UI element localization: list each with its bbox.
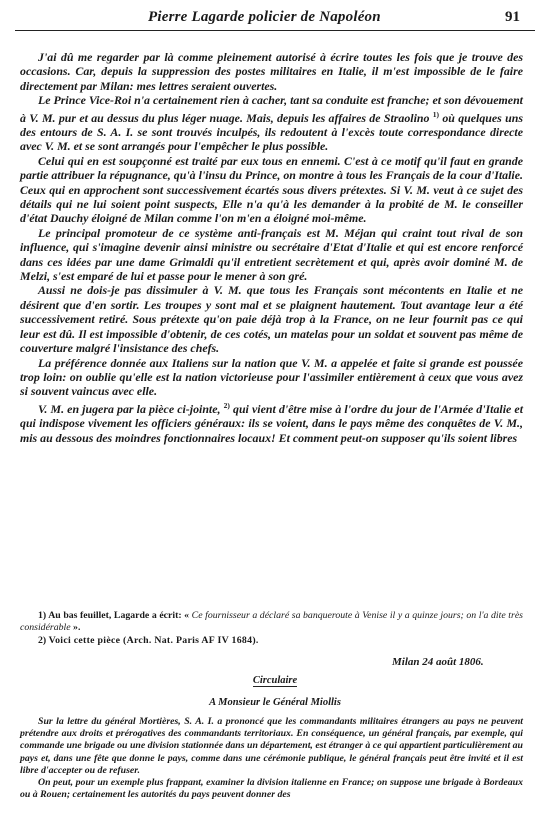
footnote-1-marker: 1) [38, 610, 47, 621]
circular-title [0, 675, 550, 686]
paragraph-5: Aussi ne dois-je pas dissimuler à V. M. que tous les Français sont mécontents en Italie et ne désirent que d'en sortir. Les troupes y sont mal et se plaignent hautement. Tout avantage leur a été successivement retiré. Sous prétexte qu'on paie déjà trop à la France, on ne leur fournit pas ce qui leur est dû. Il est impossible d'obtenir, de ces cotés, un matelas pour un soldat et souvent pas même de couverture malgré l'insistance des chefs. [20, 283, 523, 356]
note-ref-1: 1) [432, 109, 440, 119]
main-text [20, 50, 523, 445]
footnote-1 [20, 610, 523, 635]
paragraph-2-tail: où quelques uns des entours de S. A. I. se sont trouvés inculpés, ils redoutent à l'excès toute correspondance directe avec V. M. et se sont arrangés pour l'empêcher le plus possible. [20, 110, 523, 154]
paragraph-3: Celui qui en est soupçonné est traité par eux tous en ennemi. C'est à ce motif qu'il faut en grande partie attribuer la répugnance, qu'à l'insu du Prince, on montre à tous les Français de la cour d'Italie. Ceux qui en approchent sont successivement écartés sous divers prétextes. Si V. M. veut à ce sujet des détails qui ne lui soient point suspects, Elle n'a qu'à les demander à la probité de M. le conseiller d'état Dauchy éloigné de Milan comme l'on m'en a éloigné moi-même. [20, 153, 523, 226]
circular-letter [20, 716, 523, 801]
paragraph-6: La préférence donnée aux Italiens sur la nation que V. M. a appelée et faite si grande est poussée trop loin: on oublie qu'elle est la nation victorieuse pour l'assimiler entièrement à ceux que vous avez si souvent vaincus avec elle. [20, 355, 523, 399]
footnote-1-text: Au bas feuillet, Lagarde a écrit: « [48, 610, 190, 621]
paragraph-1: J'ai dû me regarder par là comme pleinement autorisé à écrire toutes les fois que je trouve des occasions. Car, depuis la suppression des postes militaires en Italie, il m'est impossible de le faire directement par Milan: mes lettres seraient ouvertes. [20, 50, 523, 93]
circular-title-text: Circulaire [252, 675, 298, 686]
addressee: A Monsieur le Général Miollis [209, 697, 341, 708]
paragraph-4: Le principal promoteur de ce système anti-français est M. Méjan qui craint tout rival de son influence, qui s'imagine devenir ainsi ministre ou secrétaire d'Etat d'Italie et qui est encore renforcé dans ces idées par une dame Grimaldi qu'il entretient secrètement et qui, après avoir dominé M. de Melzi, s'est emparé de lui et passe pour le mener à son gré. [20, 225, 523, 284]
paragraph-2-lead: Le Prince Vice-Roi n'a certainement rien à cacher, tant sa conduite est franche; et son dévouement à V. M. pur et au dessus du plus léger nuage. Mais, depuis les affaires de Straolino [20, 93, 523, 125]
paragraph-7-tail: qui vient d'être mise à l'ordre du jour de l'Armée d'Italie et qui indispose vivement les officiers généraux: ils se voient, dans le pays même des conquêtes de V. M., mis au dessous des moindres fonctionnaires locaux! Et comment peut-on supposer qu'ils soient libres [20, 401, 523, 445]
paragraph-7 [20, 399, 523, 445]
running-head: Pierre Lagarde policier de Napoléon [148, 9, 381, 25]
paragraph-7-lead: V. M. en jugera par la pièce ci-jointe, [38, 401, 221, 416]
note-ref-2: 2) [223, 400, 230, 410]
footnote-2-marker: 2) [38, 634, 47, 646]
letter-paragraph-2: On peut, pour un exemple plus frappant, examiner la division italienne en France; on suppose une brigade à Bordeaux ou à Rouen; certainement les autorités du pays peuvent donner des [20, 777, 523, 801]
page-number: 91 [505, 9, 520, 25]
page-header [0, 0, 550, 34]
footnotes [20, 610, 523, 647]
footnote-1-end: ». [70, 622, 81, 634]
footnote-1-quote: Ce fournisseur a déclaré sa banqueroute à Venise il y a quinze jours; on l'a dite très considérable [20, 610, 523, 634]
letter-paragraph-1: Sur la lettre du général Mortières, S. A. I. a prononcé que les commandants militaires étrangers au pays ne peuvent prétendre aux droits et prérogatives des commandants territoriaux. En conséquence, un général français, par exemple, qui commande une brigade ou une division stationnée dans un département, est étranger à ce qui appartient particulièrement au pays et, dans une fête que donne le pays, comme dans une cérémonie publique, le général français peut être invité et il est libre d'accepter ou de refuser. [20, 716, 523, 776]
footnote-2 [20, 635, 523, 647]
header-rule [15, 30, 535, 31]
place-date: Milan 24 août 1806. [392, 656, 484, 668]
footnote-2-text: Voici cette pièce (Arch. Nat. Paris AF IV 1684). [48, 634, 259, 646]
paragraph-2 [20, 93, 523, 154]
